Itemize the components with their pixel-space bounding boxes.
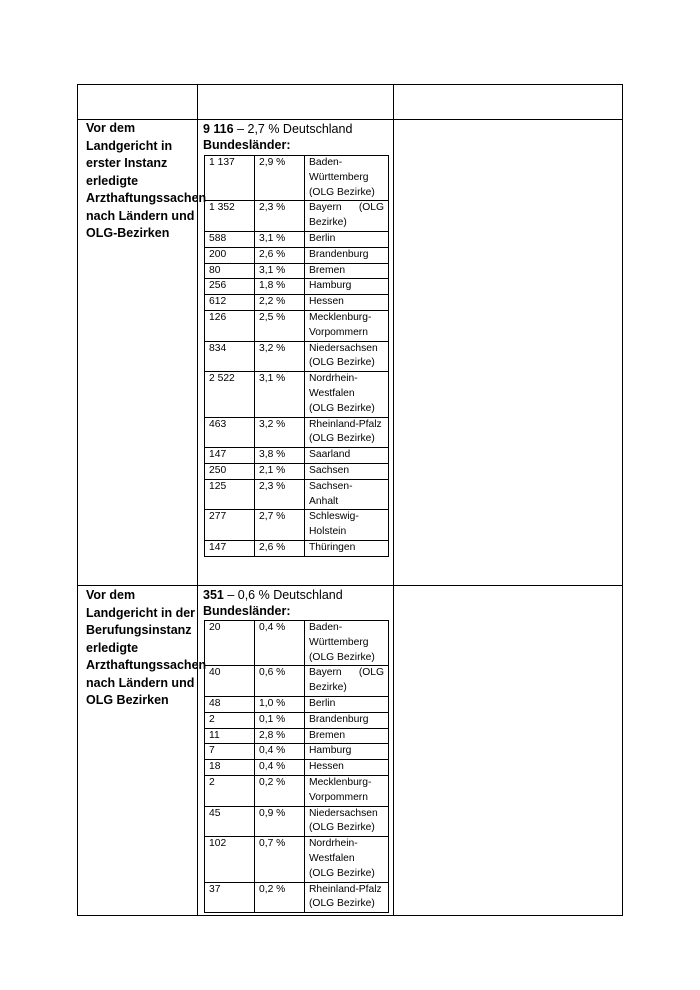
cell-count: 2 xyxy=(205,775,255,806)
subheading-bundeslaender: Bundesländer: xyxy=(203,604,291,618)
cell-count: 125 xyxy=(205,479,255,510)
cell-percent: 0,2 % xyxy=(255,775,305,806)
cell-percent: 3,8 % xyxy=(255,448,305,464)
cell-count: 45 xyxy=(205,806,255,837)
cell-percent: 3,1 % xyxy=(255,231,305,247)
cell-state: Hessen xyxy=(305,760,389,776)
table-row xyxy=(205,463,389,479)
cell-percent: 0,7 % xyxy=(255,837,305,882)
cell-count: 126 xyxy=(205,310,255,341)
row-divider-2 xyxy=(78,585,622,586)
table-row xyxy=(205,310,389,341)
table-row xyxy=(205,760,389,776)
table-row xyxy=(205,806,389,837)
table-row xyxy=(205,417,389,448)
cell-count: 147 xyxy=(205,448,255,464)
table-bottom-border xyxy=(78,915,622,916)
table-row xyxy=(205,666,389,697)
total-first-instance xyxy=(203,121,352,137)
cell-percent: 2,2 % xyxy=(255,295,305,311)
cell-state: Bremen xyxy=(305,263,389,279)
cell-count: 250 xyxy=(205,463,255,479)
cell-count: 147 xyxy=(205,540,255,556)
table-row xyxy=(205,448,389,464)
subheading-bundeslaender: Bundesländer: xyxy=(203,138,291,152)
cell-percent: 1,0 % xyxy=(255,696,305,712)
cell-state: Brandenburg xyxy=(305,712,389,728)
total-appeal-instance xyxy=(203,587,343,603)
total-text: – 0,6 % Deutschland xyxy=(223,588,343,602)
table-row xyxy=(205,712,389,728)
table-row xyxy=(205,156,389,201)
cell-count: 37 xyxy=(205,882,255,913)
total-value: 9 116 xyxy=(203,122,234,136)
cell-percent: 2,6 % xyxy=(255,540,305,556)
cell-percent: 2,9 % xyxy=(255,156,305,201)
cell-count: 2 522 xyxy=(205,372,255,417)
cell-state: Berlin xyxy=(305,696,389,712)
cell-count: 463 xyxy=(205,417,255,448)
table-row xyxy=(205,201,389,232)
cell-percent: 3,1 % xyxy=(255,372,305,417)
cell-percent: 2,6 % xyxy=(255,247,305,263)
table-row xyxy=(205,247,389,263)
cell-count: 834 xyxy=(205,341,255,372)
table-row xyxy=(205,231,389,247)
table-row xyxy=(205,479,389,510)
cell-state: Bremen xyxy=(305,728,389,744)
cell-percent: 2,3 % xyxy=(255,479,305,510)
cell-state: Sachsen- Anhalt xyxy=(305,479,389,510)
cell-count: 48 xyxy=(205,696,255,712)
cell-count: 2 xyxy=(205,712,255,728)
cell-count: 1 137 xyxy=(205,156,255,201)
cell-state: Schleswig- Holstein xyxy=(305,510,389,541)
cell-count: 80 xyxy=(205,263,255,279)
table-row xyxy=(205,837,389,882)
cell-count: 18 xyxy=(205,760,255,776)
cell-count: 20 xyxy=(205,621,255,666)
cell-percent: 2,1 % xyxy=(255,463,305,479)
cell-percent: 2,3 % xyxy=(255,201,305,232)
table-row xyxy=(205,341,389,372)
cell-state: Niedersachsen (OLG Bezirke) xyxy=(305,806,389,837)
cell-state: Bayern (OLG Bezirke) xyxy=(305,666,389,697)
cell-percent: 0,6 % xyxy=(255,666,305,697)
column-divider-2 xyxy=(393,85,394,916)
table-row xyxy=(205,510,389,541)
cell-state: Bayern (OLG Bezirke) xyxy=(305,201,389,232)
cell-percent: 0,4 % xyxy=(255,760,305,776)
cell-state: Baden- Württemberg (OLG Bezirke) xyxy=(305,621,389,666)
cell-state: Nordrhein- Westfalen (OLG Bezirke) xyxy=(305,372,389,417)
table-row xyxy=(205,279,389,295)
cell-state: Mecklenburg- Vorpommern xyxy=(305,310,389,341)
cell-state: Sachsen xyxy=(305,463,389,479)
cell-state: Baden- Württemberg (OLG Bezirke) xyxy=(305,156,389,201)
cell-state: Hamburg xyxy=(305,279,389,295)
table-row xyxy=(205,540,389,556)
cell-state: Rheinland-Pfalz (OLG Bezirke) xyxy=(305,417,389,448)
cell-state: Hamburg xyxy=(305,744,389,760)
cell-percent: 0,9 % xyxy=(255,806,305,837)
cell-state: Niedersachsen (OLG Bezirke) xyxy=(305,341,389,372)
cell-state: Rheinland-Pfalz (OLG Bezirke) xyxy=(305,882,389,913)
cell-state: Mecklenburg- Vorpommern xyxy=(305,775,389,806)
cell-count: 256 xyxy=(205,279,255,295)
table-row xyxy=(205,775,389,806)
cell-state: Saarland xyxy=(305,448,389,464)
cell-percent: 3,2 % xyxy=(255,417,305,448)
table-row xyxy=(205,621,389,666)
cell-percent: 3,1 % xyxy=(255,263,305,279)
total-text: – 2,7 % Deutschland xyxy=(233,122,353,136)
cell-state: Brandenburg xyxy=(305,247,389,263)
cell-count: 612 xyxy=(205,295,255,311)
cell-percent: 2,5 % xyxy=(255,310,305,341)
total-value: 351 xyxy=(203,588,224,602)
state-table-appeal-instance xyxy=(204,620,389,913)
cell-count: 277 xyxy=(205,510,255,541)
row-label-appeal-instance: Vor dem Landgericht in der Berufungsinstanz erledigte Arzthaftungssachen nach Ländern und OLG Bezirken xyxy=(86,588,207,707)
row-label-first-instance: Vor dem Landgericht in erster Instanz erledigte Arzthaftungssachen nach Ländern und OLG-Bezirken xyxy=(86,121,207,240)
cell-state: Berlin xyxy=(305,231,389,247)
cell-count: 11 xyxy=(205,728,255,744)
table-row xyxy=(205,372,389,417)
cell-state: Hessen xyxy=(305,295,389,311)
cell-percent: 2,8 % xyxy=(255,728,305,744)
cell-state: Nordrhein- Westfalen (OLG Bezirke) xyxy=(305,837,389,882)
table-row xyxy=(205,263,389,279)
cell-percent: 0,1 % xyxy=(255,712,305,728)
cell-percent: 0,4 % xyxy=(255,744,305,760)
cell-state: Thüringen xyxy=(305,540,389,556)
table-row xyxy=(205,744,389,760)
cell-count: 588 xyxy=(205,231,255,247)
document-table xyxy=(77,84,623,916)
cell-count: 40 xyxy=(205,666,255,697)
cell-count: 1 352 xyxy=(205,201,255,232)
cell-percent: 1,8 % xyxy=(255,279,305,295)
table-row xyxy=(205,295,389,311)
cell-percent: 3,2 % xyxy=(255,341,305,372)
cell-percent: 2,7 % xyxy=(255,510,305,541)
table-row xyxy=(205,882,389,913)
cell-percent: 0,2 % xyxy=(255,882,305,913)
state-table-first-instance xyxy=(204,155,389,557)
cell-count: 7 xyxy=(205,744,255,760)
cell-percent: 0,4 % xyxy=(255,621,305,666)
table-row xyxy=(205,728,389,744)
cell-count: 102 xyxy=(205,837,255,882)
cell-count: 200 xyxy=(205,247,255,263)
table-row xyxy=(205,696,389,712)
